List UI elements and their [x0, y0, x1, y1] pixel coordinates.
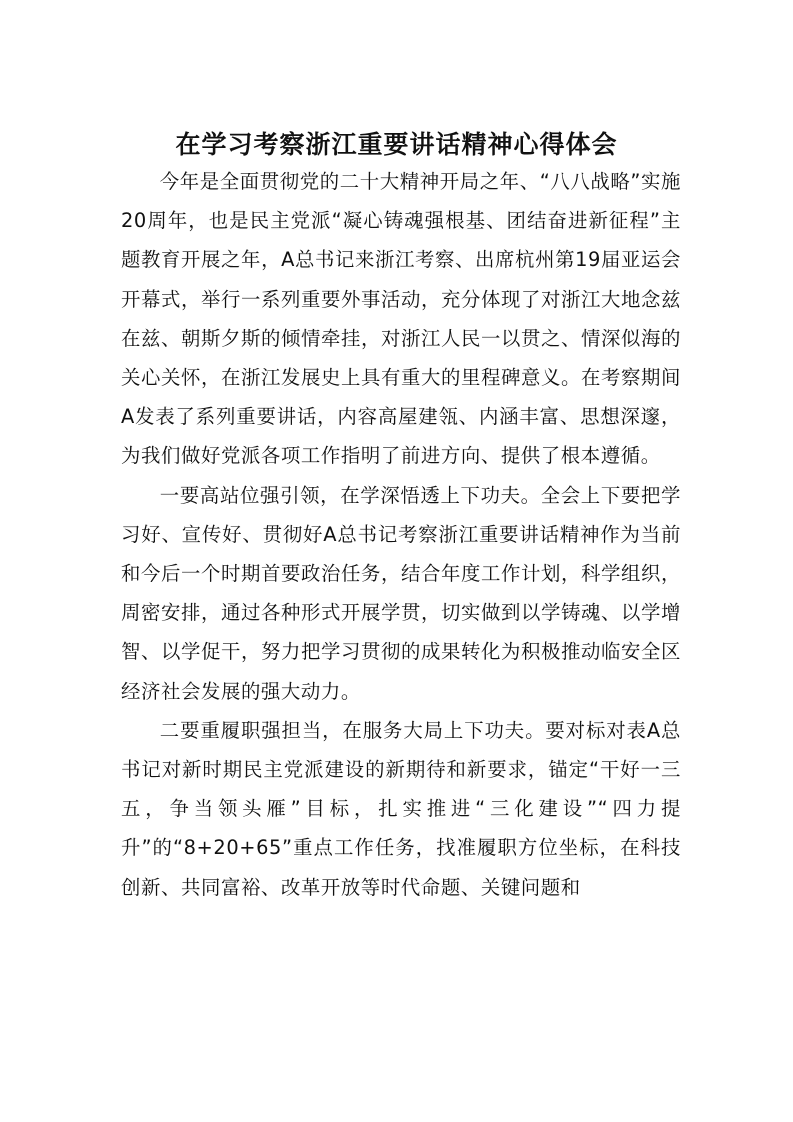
- document-title: 在学习考察浙江重要讲话精神心得体会: [175, 130, 618, 159]
- document-body: [121, 162, 681, 907]
- paragraph-point-one: 一要高站位强引领，在学深悟透上下功夫。全会上下要把学习好、宣传好、贯彻好A总书记考察浙江重要讲话精神作为当前和今后一个时期首要政治任务，结合年度工作计划，科学组织，周密安排，通过各种形式开展学贯，切实做到以学铸魂、以学增智、以学促干，努力把学习贯彻的成果转化为积极推动临安全区经济社会发展的强大动力。: [121, 483, 681, 703]
- paragraph-intro: 今年是全面贯彻党的二十大精神开局之年、“八八战略”实施20周年，也是民主党派“凝心铸魂强根基、团结奋进新征程”主题教育开展之年，A总书记来浙江考察、出席杭州第19届亚运会开幕式，举行一系列重要外事活动，充分体现了对浙江大地念兹在兹、朝斯夕斯的倾情牵挂，对浙江人民一以贯之、情深似海的关心关怀，在浙江发展史上具有重大的里程碑意义。在考察期间A发表了系列重要讲话，内容高屋建瓴、内涵丰富、思想深邃，为我们做好党派各项工作指明了前进方向、提供了根本遵循。: [121, 170, 681, 468]
- paragraph-point-two: 二要重履职强担当，在服务大局上下功夫。要对标对表A总书记对新时期民主党派建设的新期待和新要求，锚定“干好一三五，争当领头雁”目标，扎实推进“三化建设”“四力提升”的“8+20+65”重点工作任务，找准履职方位坐标，在科技创新、共同富裕、改革开放等时代命题、关键问题和: [121, 718, 681, 899]
